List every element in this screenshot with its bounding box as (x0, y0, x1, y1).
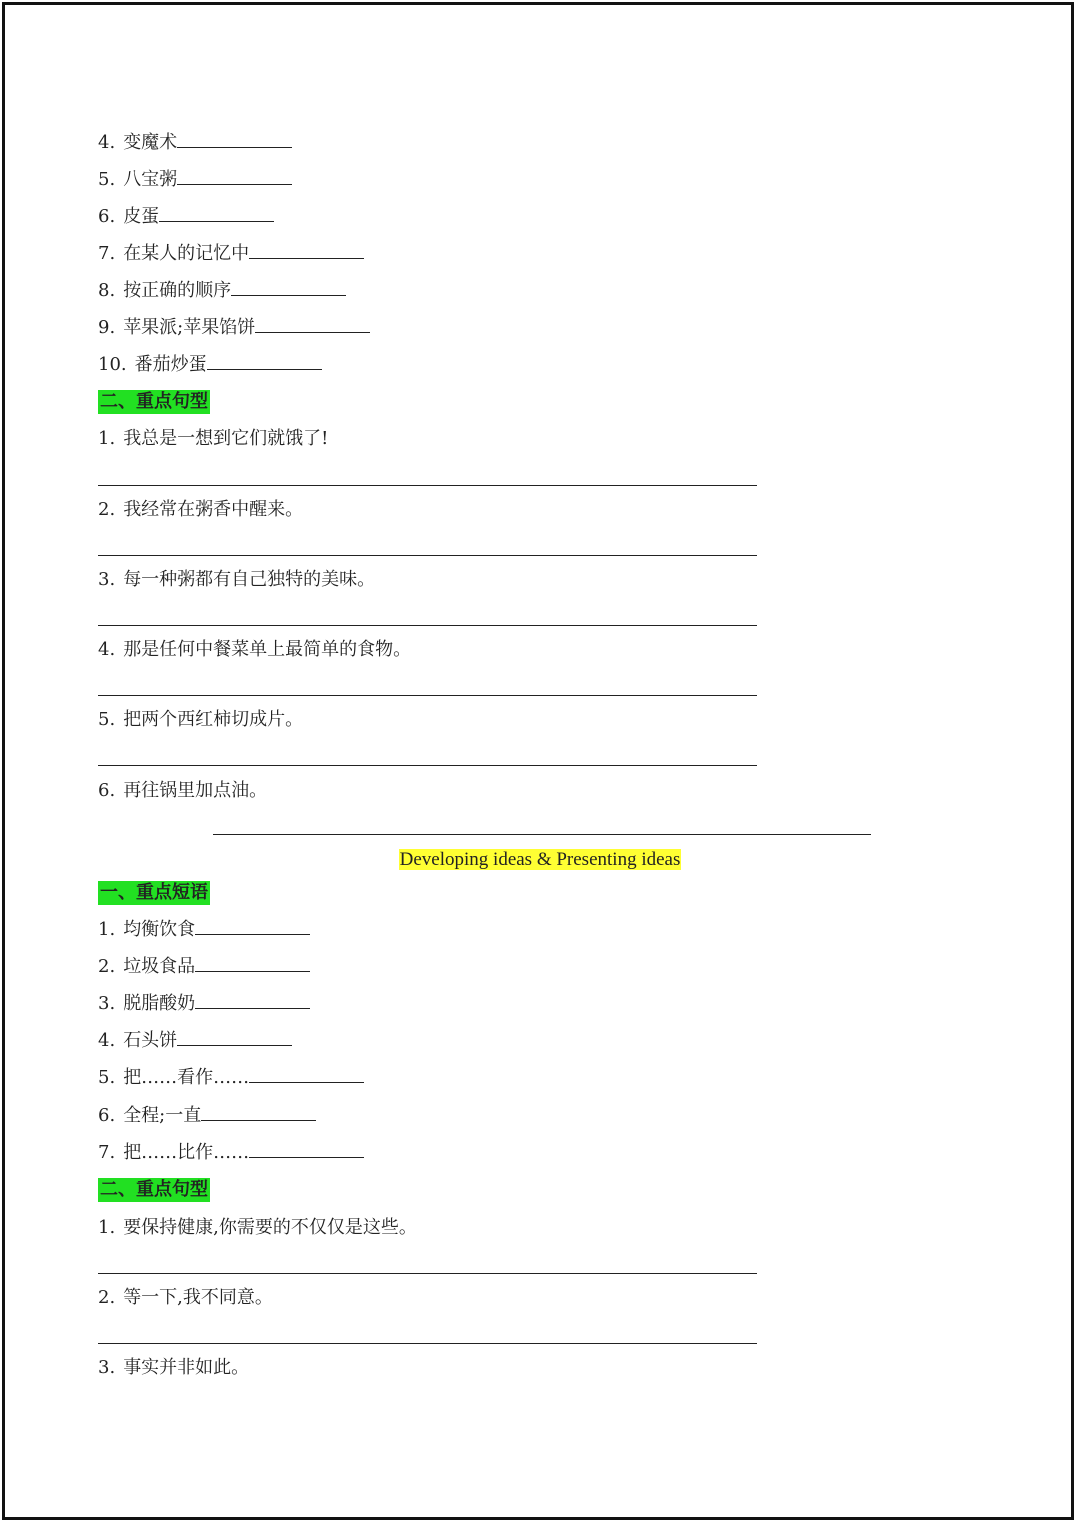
phrase-item: 10. 番茄炒蛋 (98, 353, 322, 377)
phrase-item: 1. 均衡饮食 (98, 918, 310, 942)
sentence-item: 6. 再往锅里加点油。 (98, 780, 268, 801)
fill-blank[interactable] (195, 957, 310, 972)
fill-blank[interactable] (207, 355, 322, 370)
answer-line[interactable] (213, 834, 871, 835)
section-title: Developing ideas & Presenting ideas (399, 849, 681, 870)
section-heading: 一、重点短语 (100, 882, 208, 903)
answer-line[interactable] (98, 695, 757, 696)
fill-blank[interactable] (177, 133, 292, 148)
fill-blank[interactable] (255, 318, 370, 333)
sentence-item: 3. 事实并非如此。 (98, 1357, 250, 1378)
fill-blank[interactable] (177, 1031, 292, 1046)
answer-line[interactable] (98, 485, 757, 486)
sentence-item: 3. 每一种粥都有自己独特的美味。 (98, 569, 376, 590)
fill-blank[interactable] (159, 207, 274, 222)
phrase-item: 6. 皮蛋 (98, 205, 274, 229)
sentence-item: 2. 等一下,我不同意。 (98, 1287, 273, 1308)
phrase-item: 5. 八宝粥 (98, 168, 292, 192)
answer-line[interactable] (98, 1273, 757, 1274)
phrase-item: 7. 在某人的记忆中 (98, 242, 364, 266)
sentence-item: 2. 我经常在粥香中醒来。 (98, 499, 304, 520)
fill-blank[interactable] (177, 170, 292, 185)
phrase-item: 3. 脱脂酸奶 (98, 992, 310, 1016)
phrase-item: 6. 全程;一直 (98, 1104, 316, 1128)
sentence-item: 4. 那是任何中餐菜单上最简单的食物。 (98, 639, 412, 660)
sentence-item: 1. 我总是一想到它们就饿了! (98, 428, 329, 449)
fill-blank[interactable] (249, 1143, 364, 1158)
sentence-item: 5. 把两个西红柿切成片。 (98, 709, 304, 730)
sentence-item: 1. 要保持健康,你需要的不仅仅是这些。 (98, 1217, 417, 1238)
fill-blank[interactable] (231, 281, 346, 296)
phrase-item: 4. 变魔术 (98, 131, 292, 155)
section-heading: 二、重点句型 (100, 391, 208, 412)
fill-blank[interactable] (201, 1106, 316, 1121)
fill-blank[interactable] (195, 994, 310, 1009)
answer-line[interactable] (98, 625, 757, 626)
phrase-item: 9. 苹果派;苹果馅饼 (98, 316, 370, 340)
phrase-item: 5. 把……看作…… (98, 1066, 364, 1090)
answer-line[interactable] (98, 1343, 757, 1344)
fill-blank[interactable] (249, 244, 364, 259)
fill-blank[interactable] (195, 920, 310, 935)
fill-blank[interactable] (249, 1068, 364, 1083)
phrase-item: 2. 垃圾食品 (98, 955, 310, 979)
answer-line[interactable] (98, 765, 757, 766)
section-heading: 二、重点句型 (100, 1179, 208, 1200)
phrase-item: 7. 把……比作…… (98, 1141, 364, 1165)
answer-line[interactable] (98, 555, 757, 556)
phrase-item: 8. 按正确的顺序 (98, 279, 346, 303)
phrase-item: 4. 石头饼 (98, 1029, 292, 1053)
